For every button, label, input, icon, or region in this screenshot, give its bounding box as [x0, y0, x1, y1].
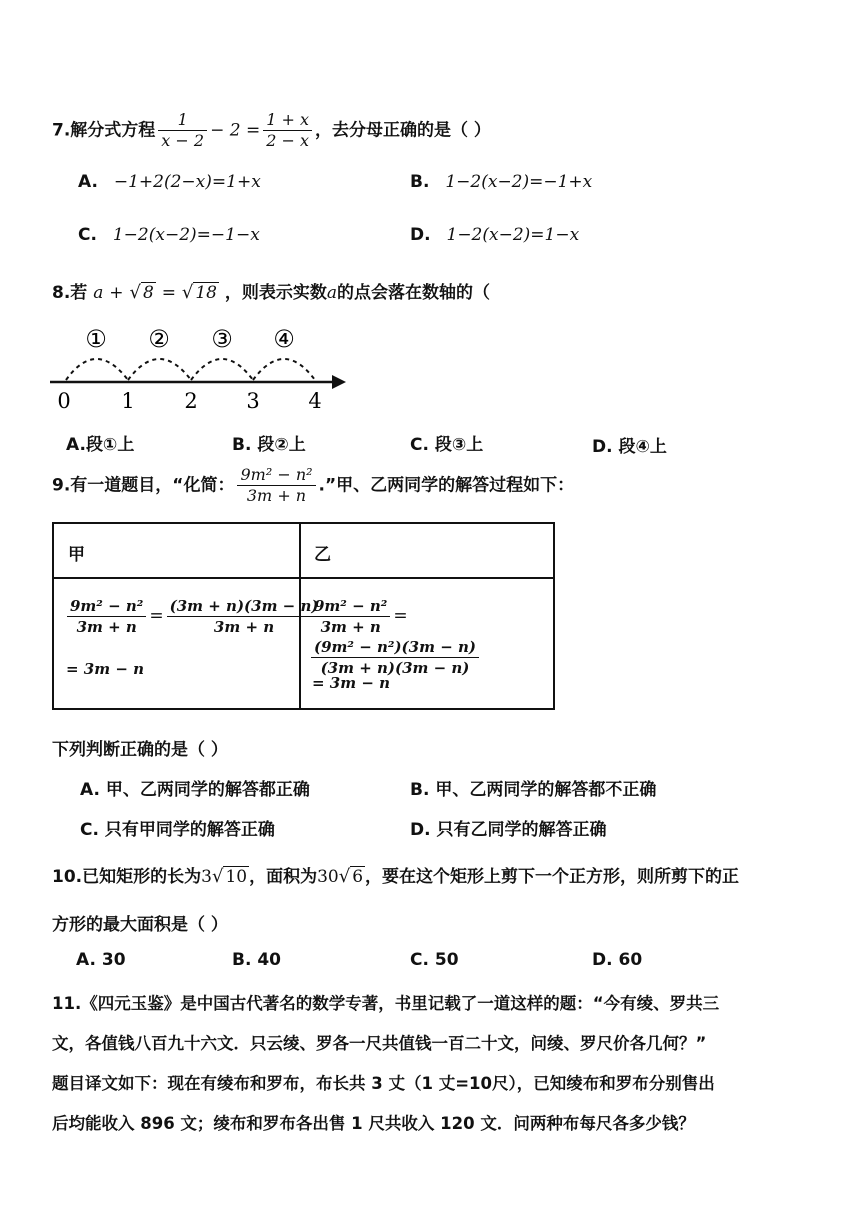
q9-option-b[interactable]	[410, 775, 656, 800]
q8-suffix-a: ，则表示实数	[224, 283, 327, 303]
q8-plus: +	[109, 283, 124, 303]
jia-right-den: 3m + n	[213, 618, 275, 636]
jia-result: = 3m − n	[66, 660, 145, 678]
option-text: 只有甲同学的解答正确	[104, 820, 275, 840]
option-label: B.	[410, 172, 430, 192]
tick-label-4: 4	[308, 389, 322, 413]
jia-right-fraction	[167, 596, 322, 637]
tick-label-0: 0	[57, 389, 71, 413]
segment-label-1: ①	[85, 325, 107, 353]
option-label: C.	[78, 225, 97, 245]
option-label: C.	[410, 950, 429, 970]
segment-label-3: ③	[211, 325, 233, 353]
q10-area-coef: 30	[317, 867, 339, 887]
question-10-prefix: 10.已知矩形的长为	[52, 867, 202, 887]
option-expr: 1−2(x−2)=−1+x	[445, 172, 593, 192]
q8-sqrt-18: √ 18	[181, 282, 217, 303]
tick-label-1: 1	[121, 389, 135, 413]
segment-arc-4	[253, 359, 315, 380]
q10-sqrt-10: √ 10	[211, 866, 248, 887]
q8-option-d[interactable]	[592, 432, 667, 457]
q10-option-d[interactable]	[592, 950, 642, 970]
option-label: A.	[78, 172, 98, 192]
q7-lhs-num: 1	[158, 110, 207, 131]
q8-option-b[interactable]	[232, 430, 306, 455]
yi-left-fraction	[311, 596, 390, 637]
option-text: 段①上	[85, 435, 135, 455]
q8-sqrt-8: √ 8	[129, 282, 154, 303]
option-label: A.	[66, 435, 86, 455]
question-11-line-1: 11.《四元玉鉴》是中国古代著名的数学专著，书里记载了一道这样的题：“今有绫、罗共三	[52, 994, 720, 1013]
yi-equals: =	[393, 606, 408, 626]
solution-table	[52, 522, 555, 710]
column-header-jia: 甲	[68, 545, 85, 565]
q8-option-c[interactable]	[410, 430, 483, 455]
question-11-line-4: 后均能收入 896 文；绫布和罗布各出售 1 尺共收入 120 文．问两种布每尺各多少钱？	[52, 1114, 695, 1133]
axis-arrow	[332, 375, 346, 389]
jia-left-fraction	[67, 596, 146, 637]
option-label: D.	[592, 950, 613, 970]
q8-rad2: 18	[195, 283, 217, 303]
yi-result: = 3m − n	[312, 674, 391, 692]
question-8	[52, 278, 490, 303]
question-10-line-2: 方形的最大面积是（ ）	[52, 915, 228, 935]
q10-option-b[interactable]	[232, 950, 281, 970]
yi-right-fraction	[311, 637, 479, 678]
q7-minus-two: − 2 =	[210, 120, 261, 141]
yi-left-den: 3m + n	[320, 618, 381, 636]
question-7	[52, 110, 491, 151]
q7-option-d[interactable]	[410, 225, 579, 245]
q9-num: 9m² − n²	[237, 465, 315, 486]
q8-var-a-2: a	[326, 283, 338, 303]
q9-fraction	[237, 465, 315, 506]
option-text: 甲、乙两同学的解答都不正确	[435, 780, 657, 800]
question-7-prefix: 7.解分式方程	[52, 120, 156, 141]
option-label: C.	[410, 435, 429, 455]
question-9-suffix: .”甲、乙两同学的解答过程如下：	[318, 475, 575, 496]
q7-option-b[interactable]	[410, 172, 592, 192]
option-text: 60	[618, 950, 643, 970]
option-label: D.	[410, 820, 431, 840]
option-label: B.	[232, 950, 252, 970]
question-10-suffix: ，要在这个矩形上剪下一个正方形，则所剪下的正	[365, 867, 740, 887]
q7-lhs-fraction	[158, 110, 207, 151]
option-expr: −1+2(2−x)=1+x	[113, 172, 261, 192]
tick-label-2: 2	[184, 389, 198, 413]
q9-den: 3m + n	[246, 486, 307, 505]
q8-var-a: a	[93, 283, 104, 303]
segment-label-2: ②	[148, 325, 170, 353]
q8-option-a[interactable]	[66, 430, 134, 455]
q10-option-a[interactable]	[76, 950, 126, 970]
q7-lhs-den: x − 2	[161, 131, 205, 150]
option-expr: 1−2(x−2)=−1−x	[112, 225, 260, 245]
segment-arc-2	[128, 359, 191, 380]
segment-arc-3	[191, 359, 253, 380]
q9-option-c[interactable]	[80, 815, 275, 840]
segment-arc-1	[66, 359, 128, 380]
option-label: C.	[80, 820, 99, 840]
option-label: A.	[80, 780, 100, 800]
jia-right-num: (3m + n)(3m − n)	[167, 596, 322, 617]
q7-option-a[interactable]	[78, 172, 261, 192]
jia-equals: =	[149, 606, 164, 626]
q10-option-c[interactable]	[410, 950, 459, 970]
yi-right-num: (9m² − n²)(3m − n)	[311, 637, 479, 658]
q8-eq: =	[161, 283, 176, 303]
option-text: 30	[101, 950, 126, 970]
option-label: D.	[410, 225, 431, 245]
question-9	[52, 465, 574, 506]
question-8-prefix: 8.若	[52, 283, 88, 303]
q7-option-c[interactable]	[78, 225, 260, 245]
q7-rhs-fraction	[263, 110, 312, 151]
option-text: 40	[257, 950, 282, 970]
question-11-line-3: 题目译文如下：现在有绫布和罗布，布长共 3 丈（1 丈=10尺），已知绫布和罗布分别售出	[52, 1074, 715, 1093]
option-text: 段②上	[257, 435, 306, 455]
q7-rhs-den: 2 − x	[266, 131, 309, 150]
question-10-mid: ，面积为	[249, 867, 318, 887]
jia-left-den: 3m + n	[76, 618, 137, 636]
q10-length-rad: 10	[225, 867, 248, 887]
yi-right-den: (3m + n)(3m − n)	[320, 659, 470, 677]
option-label: D.	[592, 437, 613, 457]
option-text: 甲、乙两同学的解答都正确	[105, 780, 310, 800]
q10-sqrt-6: √ 6	[338, 866, 364, 887]
question-7-suffix: ，去分母正确的是（ ）	[314, 120, 491, 141]
option-expr: 1−2(x−2)=1−x	[446, 225, 580, 245]
number-line	[40, 320, 360, 420]
option-text: 只有乙同学的解答正确	[436, 820, 607, 840]
yi-solution	[308, 596, 553, 678]
q8-suffix-b: 的点会落在数轴的（	[337, 283, 491, 303]
option-text: 50	[434, 950, 459, 970]
option-text: 段④上	[618, 437, 667, 457]
table-header-divider	[54, 577, 553, 579]
option-label: A.	[76, 950, 96, 970]
segment-label-4: ④	[273, 325, 295, 353]
q7-rhs-num: 1 + x	[263, 110, 312, 131]
option-text: 段③上	[434, 435, 484, 455]
question-10	[52, 862, 739, 887]
jia-solution	[64, 596, 324, 637]
question-9-prefix: 9.有一道题目，“化简：	[52, 475, 235, 496]
q10-length-coef: 3	[201, 867, 212, 887]
option-label: B.	[410, 780, 430, 800]
option-label: B.	[232, 435, 252, 455]
q10-area-rad: 6	[352, 867, 364, 887]
jia-left-num: 9m² − n²	[67, 596, 146, 617]
question-11-line-2: 文，各值钱八百九十六文．只云绫、罗各一尺共值钱一百二十文，问绫、罗尺价各几何？”	[52, 1034, 707, 1053]
tick-label-3: 3	[246, 389, 260, 413]
yi-left-num: 9m² − n²	[311, 596, 390, 617]
q8-rad1: 8	[142, 283, 154, 303]
q9-option-d[interactable]	[410, 815, 607, 840]
column-header-yi: 乙	[314, 545, 331, 565]
q9-option-a[interactable]	[80, 775, 310, 800]
q9-judge-prompt: 下列判断正确的是（ ）	[52, 740, 228, 760]
